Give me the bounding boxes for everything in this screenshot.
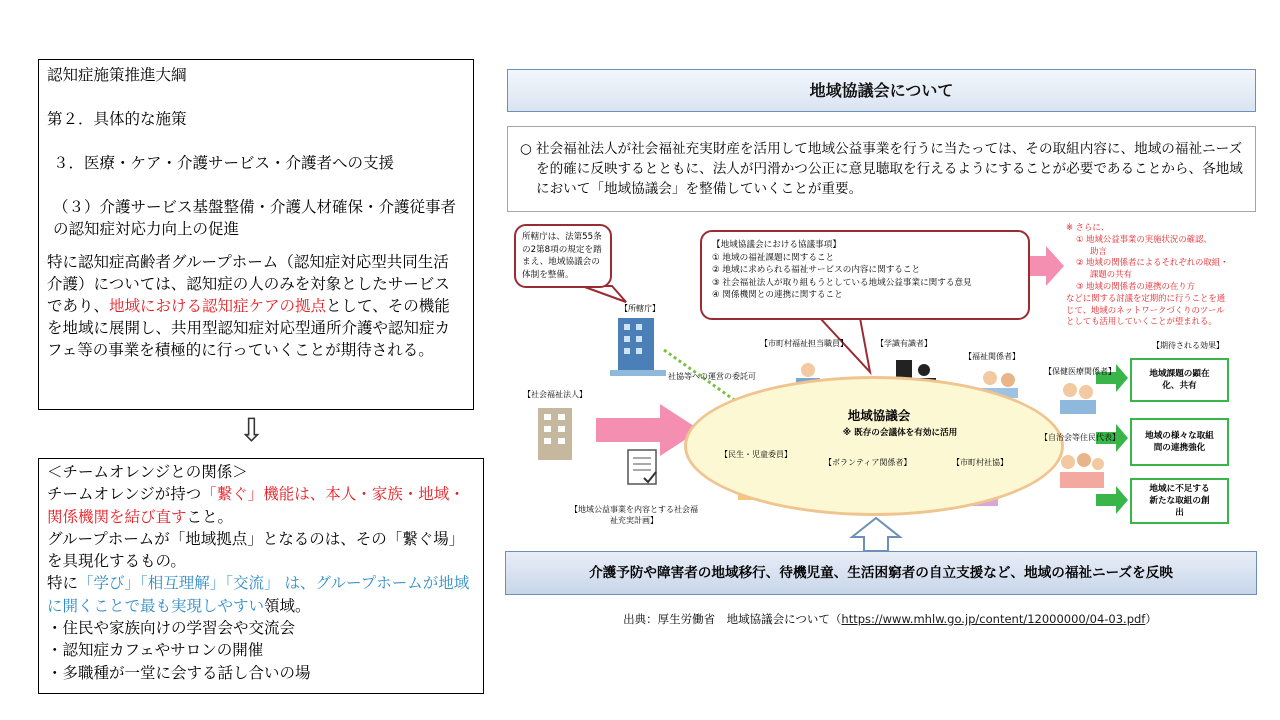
callout-tail: [582, 286, 626, 302]
label-corporation: 【社会福祉法人】: [523, 390, 587, 399]
label-commissioner: 【民生・児童委員】: [720, 450, 792, 459]
policy-highlight: 地域における認知症ケアの拠点: [109, 297, 327, 315]
agency-building-icon: [610, 318, 666, 376]
policy-title: 認知症施策推進大綱: [47, 66, 187, 84]
policy-section: 第２．具体的な施策: [47, 110, 187, 128]
agency-callout: 所轄庁は、法第55条の2第8項の規定を踏まえ、地域協議会の体制を整備。: [514, 224, 612, 288]
residents-icon: [1060, 453, 1104, 488]
label-volunteer: 【ボランティア関係者】: [824, 458, 912, 467]
council-subtitle: ※ 既存の会議体を有効に活用: [842, 428, 958, 438]
policy-item: （３）介護サービス基盤整備・介護人材確保・介護従事者の認知症対応力向上の促進: [53, 198, 457, 238]
topics-callout: [700, 230, 1030, 320]
additional-note: ※ さらに、 ① 地域公益事業の実施状況の確認、 助言 ② 地域の関係者によるそれぞれの取組・ 課題の共有 ③ 地域の関係者の連携の在り方 などに関する討議を定期的に行うことを通 じて、地域のネットワークづくりのツール としても活用していくことが望まれる。: [1066, 222, 1229, 327]
team-orange-heading: ＜チームオレンジとの関係＞: [47, 463, 248, 481]
topics-title: 【地域協議会における協議事項】: [712, 240, 841, 250]
label-scholar: 【学識有識者】: [876, 339, 932, 348]
down-arrow-icon: ⇩: [238, 411, 265, 449]
arrow-to-notes-icon: [1024, 246, 1064, 286]
bullet-item: ・住民や家族向けの学習会や交流会: [47, 619, 296, 638]
topic-item: ③ 社会福祉法人が取り組もうとしている地域公益事業に関する意見: [712, 277, 972, 288]
label-agency: 【所轄庁】: [620, 304, 660, 313]
diagram-banner: 地域協議会について: [507, 69, 1256, 112]
label-plan: 【地域公益事業を内容とする社会福祉充実計画】: [570, 505, 698, 525]
bullet-item: ・多職種が一堂に会する話し合いの場: [47, 663, 311, 682]
team-orange-line2: グループホームが「地域拠点」となるのは、その「繋ぐ場」を具現化するもの。: [47, 529, 465, 571]
team-orange-line3: 特に「学び」「相互理解」「交流」 は、グループホームが地域に開くことで最も実現しやすい領域。: [47, 574, 470, 615]
bullet-item: ・認知症カフェやサロンの開催: [47, 641, 264, 660]
label-expected: 【期待される効果】: [1152, 341, 1224, 350]
label-welfare: 【福祉関係者】: [964, 352, 1020, 361]
council-ellipse: [684, 376, 1064, 516]
label-city-staff: 【市町村福祉担当職員】: [760, 339, 848, 348]
policy-subsection: ３．医療・ケア・介護サービス・介護者への支援: [53, 154, 395, 172]
intro-bullet-icon: ○: [520, 141, 532, 157]
source-citation: 出典：厚生労働省 地域協議会について（https://www.mhlw.go.jp/content/12000000/04-03.pdf）: [623, 612, 1157, 626]
topic-item: ④ 関係機関との連携に関すること: [712, 290, 843, 300]
label-residents: 【自治会等住民代表】: [1040, 433, 1120, 442]
effect-box: 地域の様々な取組間の連携強化: [1130, 418, 1229, 466]
team-orange-line1: チームオレンジが持つ「繋ぐ」機能は、本人・家族・地域・関係機関を結び直すこと。: [47, 485, 465, 526]
council-title: 地域協議会: [847, 408, 911, 423]
effect-box: 地域に不足する新たな取組の創出: [1130, 478, 1229, 524]
health-icon: [1060, 383, 1096, 414]
plan-document-icon: [628, 450, 656, 484]
corporation-building-icon: [538, 408, 572, 460]
diagram-intro: ○ 社会福祉法人が社会福祉充実財産を活用して地域公益事業を行うに当たっては、その取組内容に、地域の福祉ニーズを的確に反映するとともに、法人が円滑かつ公正に意見聴取を行えるようにすることが必要であることから、各地域において「地域協議会」を整備していくことが重要。: [507, 126, 1256, 212]
effect-box: 地域課題の顕在化、共有: [1130, 358, 1229, 402]
needs-bar: 介護予防や障害者の地域移行、待機児童、生活困窮者の自立支援など、地域の福祉ニーズを反映: [505, 551, 1257, 595]
policy-body: 特に認知症高齢者グループホーム（認知症対応型共同生活介護）については、認知症の人のみを対象としたサービスであり、地域における認知症ケアの拠点として、その機能を地域に展開し、共用型認知症対応型通所介護や認知症カフェ等の事業を積極的に行っていくことが期待される。: [47, 253, 451, 359]
source-link[interactable]: https://www.mhlw.go.jp/content/12000000/04-03.pdf: [841, 612, 1146, 626]
label-entrust: 社協等への運営の委託可: [668, 372, 756, 381]
topic-item: ② 地域に求められる福祉サービスの内容に関すること: [712, 265, 921, 275]
label-health: 【保健医療関係者】: [1044, 367, 1116, 376]
up-arrow-icon: [852, 518, 900, 551]
label-council: 【市町村社協】: [952, 458, 1008, 467]
effect-arrow-icon: [1096, 486, 1128, 514]
topic-item: ① 地域の福祉課題に関すること: [712, 252, 835, 263]
